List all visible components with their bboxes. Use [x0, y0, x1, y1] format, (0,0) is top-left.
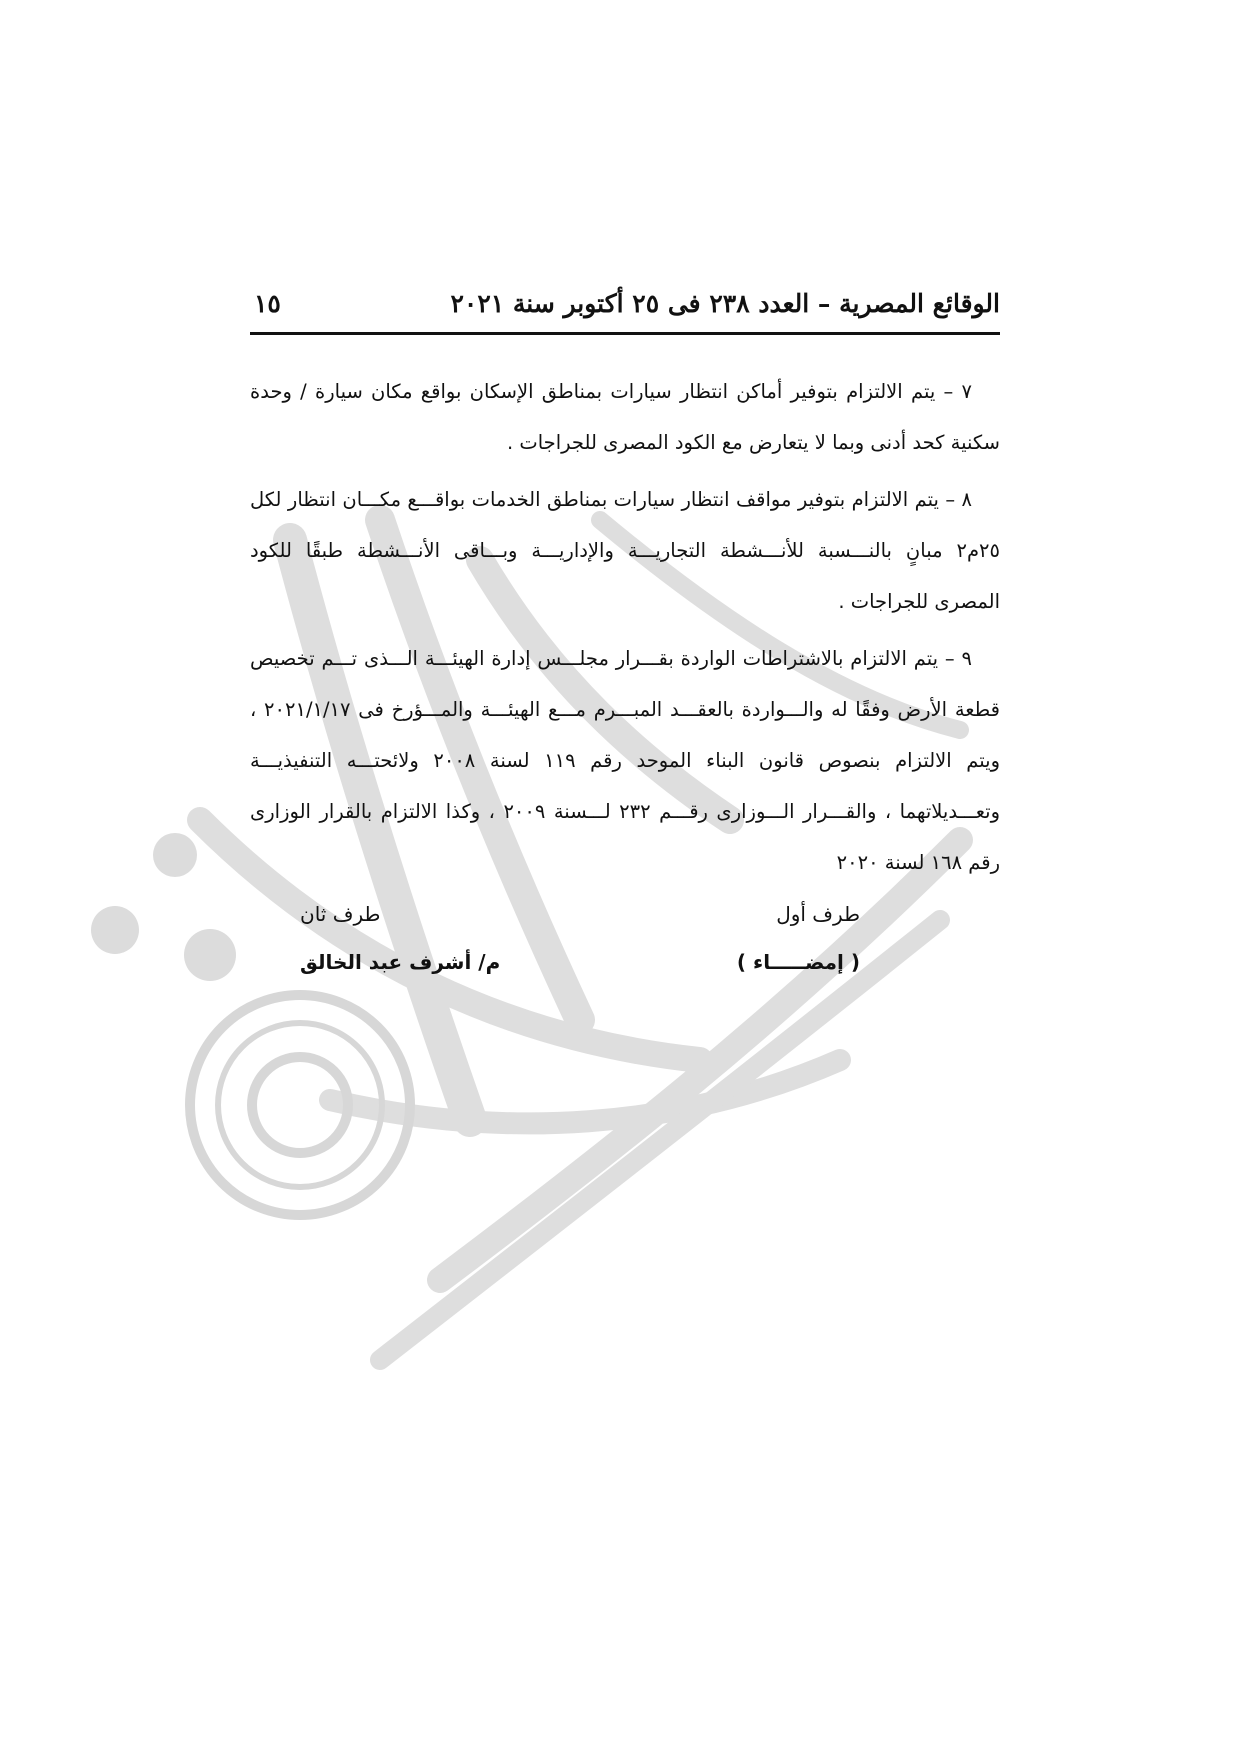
header-rule — [250, 332, 1000, 335]
gazette-title: الوقائع المصرية – العدد ٢٣٨ فى ٢٥ أكتوبر سنة ٢٠٢١ — [450, 289, 1000, 318]
clause-8: ٨ – يتم الالتزام بتوفير مواقف انتظار سيارات بمناطق الخدمات بواقـــع مكـــان انتظار لكل ٢٥م٢ مبانٍ بالنـــسبة للأنـــشطة التجاريـــة والإداريـــة وبـــاقى الأنـــشطة طبقًا للكود المصرى للجراجات . — [250, 488, 1000, 613]
second-party-label: طرف ثان — [300, 902, 381, 926]
clause-9: ٩ – يتم الالتزام بالاشتراطات الواردة بقـــرار مجلـــس إدارة الهيئـــة الـــذى تـــم تخصيص قطعة الأرض وفقًا له والـــواردة بالعقـــد المبـــرم مـــع الهيئـــة والمـــؤرخ فى ٢٠٢١/١/١٧ ، ويتم الالتزام بنصوص قانون البناء الموحد رقم ١١٩ لسنة ٢٠٠٨ ولائحتـــه التنفيذيـــة وتعـــديلاتهما ، والقـــرار الـــوزارى رقـــم ٢٣٢ لـــسنة ٢٠٠٩ ، وكذا الالتزام بالقرار الوزارى رقم ١٦٨ لسنة ٢٠٢٠ — [250, 647, 1001, 874]
document-body — [250, 366, 1000, 888]
page-number: ١٥ — [254, 289, 281, 318]
first-party-signature: ( إمضـــــاء ) — [736, 950, 860, 974]
first-party-label: طرف أول — [776, 902, 860, 926]
clause-7: ٧ – يتم الالتزام بتوفير أماكن انتظار سيارات بمناطق الإسكان بواقع مكان سيارة / وحدة سكنية كحد أدنى وبما لا يتعارض مع الكود المصرى للجراجات . — [250, 380, 1000, 454]
page-header — [250, 286, 1000, 326]
second-party-name: م/ أشرف عبد الخالق — [300, 950, 501, 974]
